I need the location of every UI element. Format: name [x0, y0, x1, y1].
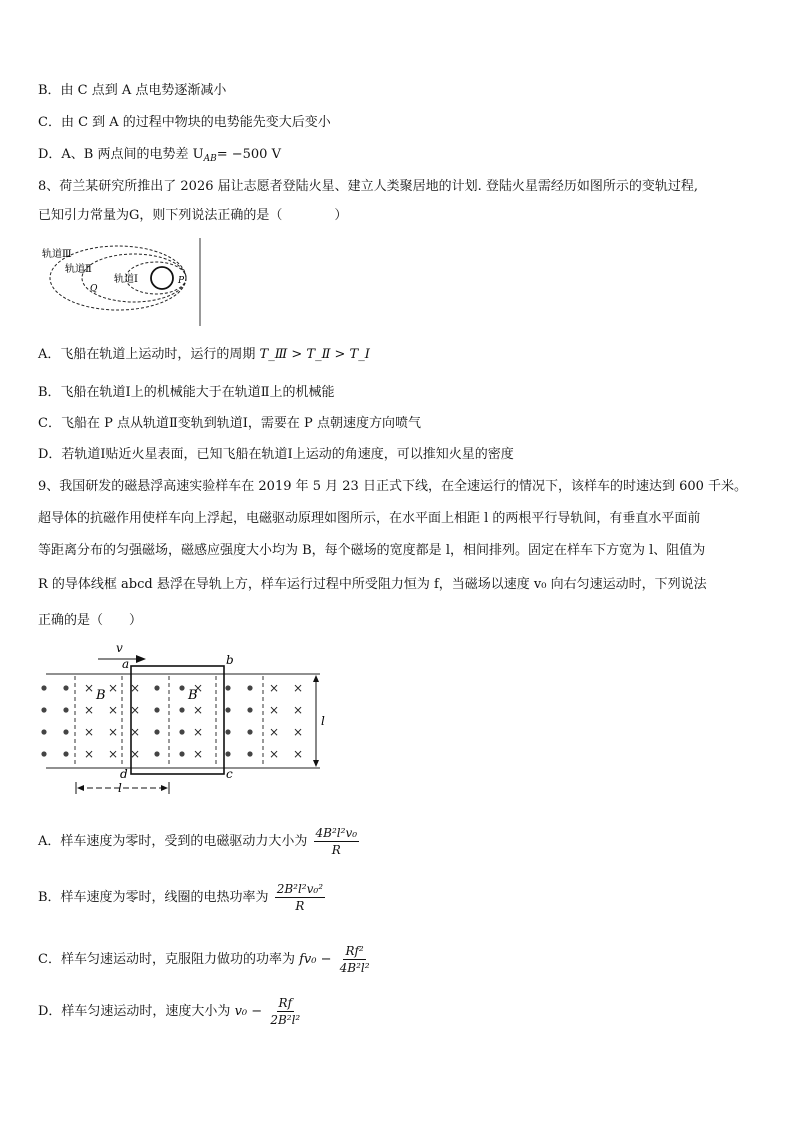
q9-option-d-lead: v₀ −	[234, 1004, 263, 1019]
field-cross-mark: ×	[268, 725, 280, 739]
maglev-diagram	[38, 640, 338, 800]
l-bottom-label: l	[118, 781, 122, 795]
point-p-label: P	[178, 276, 185, 286]
field-dot-mark	[225, 729, 230, 734]
velocity-arrow-head	[136, 655, 146, 663]
magnetic-field-marks	[41, 676, 303, 766]
q9-option-c-text: C．样车匀速运动时，克服阻力做功的功率为	[38, 952, 295, 967]
q9-option-a-text: A．样车速度为零时，受到的电磁驱动力大小为	[38, 834, 308, 849]
field-cross-mark: ×	[107, 681, 119, 695]
field-cross-mark: ×	[292, 703, 304, 717]
q8-option-d: D．若轨道Ⅰ贴近火星表面，已知飞船在轨道Ⅰ上运动的角速度，可以推知火星的密度	[38, 447, 514, 462]
field-dot-mark	[63, 685, 68, 690]
q9-stem-line4: R 的导体线框 abcd 悬浮在导轨上方，样车运行过程中所受阻力恒为 f，当磁场以速度 v₀ 向右匀速运动时，下列说法	[38, 577, 707, 592]
q7-option-d	[38, 146, 281, 168]
q7-option-c: C．由 C 到 A 的过程中物块的电势能先变大后变小	[38, 115, 331, 130]
q7-option-d-prefix: D．A、B 两点间的电势差 U	[38, 147, 204, 162]
field-cross-mark: ×	[83, 703, 95, 717]
field-dot-mark	[247, 707, 252, 712]
field-dot-mark	[225, 707, 230, 712]
field-dot-mark	[247, 751, 252, 756]
field-cross-mark: ×	[129, 747, 141, 761]
q8-stem-line2: 已知引力常量为G，则下列说法正确的是（ ）	[38, 208, 348, 223]
field-cross-mark: ×	[107, 703, 119, 717]
l-side-arrow-top	[313, 675, 319, 682]
field-dot-mark	[41, 707, 46, 712]
field-dot-mark	[179, 707, 184, 712]
orbit-2-label: 轨道Ⅱ	[65, 264, 92, 275]
field-b-label-2: B	[188, 688, 198, 703]
q9-option-b-text: B．样车速度为零时，线圈的电热功率为	[38, 890, 269, 905]
field-cross-mark: ×	[192, 681, 204, 695]
q9-option-c-denominator: 4B²l²	[339, 961, 370, 975]
q9-option-a	[38, 824, 359, 860]
corner-d-label: d	[120, 767, 128, 781]
field-dot-mark	[179, 685, 184, 690]
q9-option-a-denominator: R	[331, 843, 341, 857]
l-bottom-arrow-right	[161, 785, 168, 791]
field-cross-mark: ×	[292, 747, 304, 761]
field-cross-mark: ×	[268, 681, 280, 695]
q9-stem-line3: 等距离分布的匀强磁场，磁感应强度大小均为 B，每个磁场的宽度都是 l，相间排列。固定在样车下方宽为 l、阻值为	[38, 543, 706, 558]
q8-option-b: B．飞船在轨道Ⅰ上的机械能大于在轨道Ⅱ上的机械能	[38, 385, 335, 400]
q9-option-b-denominator: R	[295, 899, 305, 913]
field-cross-mark: ×	[268, 747, 280, 761]
field-dot-mark	[179, 729, 184, 734]
q9-option-c-fraction	[338, 943, 372, 976]
q9-option-c-numerator: Rf²	[345, 944, 364, 958]
field-dot-mark	[247, 729, 252, 734]
l-side-arrow-bottom	[313, 760, 319, 767]
q7-option-d-suffix: = −500 V	[216, 147, 281, 162]
corner-b-label: b	[226, 653, 234, 667]
q9-option-a-numerator: 4B²l²v₀	[315, 826, 358, 840]
q9-option-c	[38, 942, 372, 978]
q8-option-a-text: A．飞船在轨道上运动时，运行的周期	[38, 347, 256, 362]
field-cross-mark: ×	[107, 725, 119, 739]
velocity-label: v	[116, 641, 123, 655]
field-cross-mark: ×	[192, 725, 204, 739]
q9-option-d-fraction	[268, 995, 302, 1028]
field-dot-mark	[63, 751, 68, 756]
field-cross-mark: ×	[129, 725, 141, 739]
field-dot-mark	[225, 685, 230, 690]
field-cross-mark: ×	[192, 747, 204, 761]
field-dot-mark	[63, 707, 68, 712]
point-q-label: Q	[90, 284, 98, 294]
field-dot-mark	[154, 707, 159, 712]
q9-option-d-text: D．样车匀速运动时，速度大小为	[38, 1004, 231, 1019]
q9-stem-line5: 正确的是（ ）	[38, 613, 143, 628]
q9-option-b-numerator: 2B²l²v₀²	[276, 882, 324, 896]
field-dot-mark	[247, 685, 252, 690]
orbit-3-label: 轨道Ⅲ	[42, 249, 72, 260]
field-b-label-1: B	[96, 688, 106, 703]
field-dot-mark	[225, 751, 230, 756]
orbit-1-label: 轨道Ⅰ	[114, 274, 138, 285]
q9-stem-line2: 超导体的抗磁作用使样车向上浮起，电磁驱动原理如图所示，在水平面上相距 l 的两根平行导轨间，有垂直水平面前	[38, 511, 701, 526]
q8-stem-line1: 8、荷兰某研究所推出了 2026 届让志愿者登陆火星、建立人类聚居地的计划. 登陆火星需经历如图所示的变轨过程,	[38, 179, 699, 194]
field-dot-mark	[179, 751, 184, 756]
q9-option-c-lead: fv₀ −	[299, 952, 332, 967]
field-cross-mark: ×	[129, 681, 141, 695]
q9-option-b	[38, 880, 325, 916]
mars-planet	[151, 267, 173, 289]
field-cross-mark: ×	[83, 725, 95, 739]
field-dot-mark	[41, 751, 46, 756]
field-cross-mark: ×	[292, 725, 304, 739]
field-cross-mark: ×	[292, 681, 304, 695]
q9-option-d-numerator: Rf	[278, 996, 293, 1010]
q7-option-d-sub: AB	[203, 154, 217, 164]
field-dot-mark	[154, 751, 159, 756]
field-dot-mark	[41, 729, 46, 734]
field-dot-mark	[41, 685, 46, 690]
field-cross-mark: ×	[192, 703, 204, 717]
orbit-diagram	[38, 238, 208, 328]
q9-option-b-fraction	[275, 881, 325, 914]
corner-c-label: c	[226, 767, 233, 781]
q8-option-a	[38, 346, 370, 364]
field-dot-mark	[154, 685, 159, 690]
q8-option-a-formula: T_Ⅲ > T_Ⅱ > T_Ⅰ	[259, 347, 370, 362]
q7-option-b: B．由 C 点到 A 点电势逐渐减小	[38, 83, 227, 98]
field-cross-mark: ×	[83, 681, 95, 695]
field-dot-mark	[63, 729, 68, 734]
field-cross-mark: ×	[129, 703, 141, 717]
field-dot-mark	[154, 729, 159, 734]
l-bottom-arrow-left	[77, 785, 84, 791]
q9-stem-line1: 9、我国研发的磁悬浮高速实验样车在 2019 年 5 月 23 日正式下线，在全速运行的情况下，该样车的时速达到 600 千米。	[38, 479, 748, 494]
field-cross-mark: ×	[83, 747, 95, 761]
l-side-label: l	[321, 714, 325, 728]
q9-option-a-fraction	[314, 825, 360, 858]
q9-option-d-denominator: 2B²l²	[270, 1013, 301, 1027]
coil-frame-abcd	[131, 666, 224, 774]
corner-a-label: a	[122, 657, 130, 671]
q8-option-c: C．飞船在 P 点从轨道Ⅱ变轨到轨道Ⅰ，需要在 P 点朝速度方向喷气	[38, 416, 421, 431]
q9-option-d	[38, 994, 302, 1030]
field-cross-mark: ×	[107, 747, 119, 761]
field-cross-mark: ×	[268, 703, 280, 717]
